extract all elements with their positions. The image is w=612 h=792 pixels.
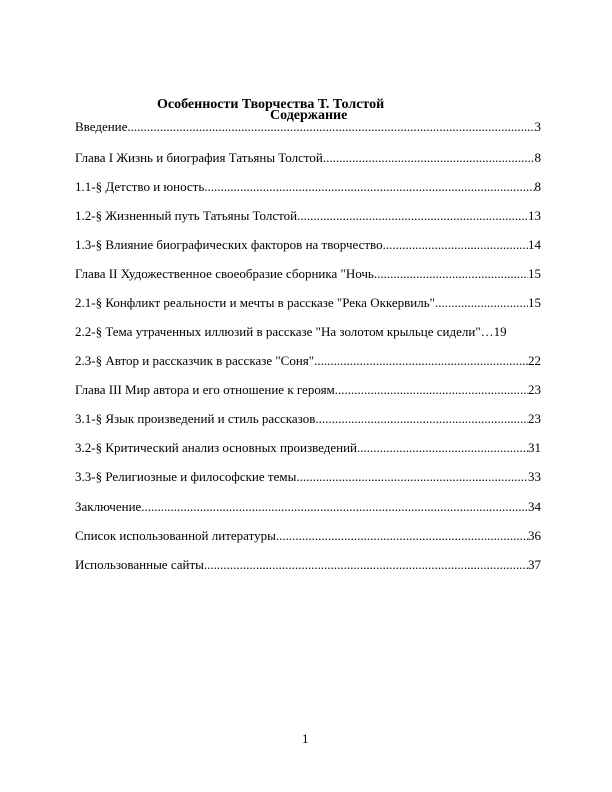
toc-page-number: 3 bbox=[534, 119, 541, 134]
toc-dot-leader bbox=[204, 557, 528, 573]
toc-entry-section-3-3 bbox=[75, 469, 541, 485]
toc-entry-introduction bbox=[75, 119, 541, 135]
toc-entry-chapter-2 bbox=[75, 266, 541, 282]
toc-entry-title: Глава II Художественное своеобразие сборника "Ночь bbox=[75, 266, 374, 281]
toc-entry-title: 3.3-§ Религиозные и философские темы bbox=[75, 469, 297, 484]
toc-dot-leader bbox=[435, 295, 528, 311]
toc-entry-section-2-3 bbox=[75, 353, 541, 369]
toc-entry-title: 3.1-§ Язык произведений и стиль рассказов bbox=[75, 411, 316, 426]
toc-entry-title: Глава III Мир автора и его отношение к героям bbox=[75, 382, 335, 397]
toc-entry-section-1-2 bbox=[75, 208, 541, 224]
toc-entry-title: 1.3-§ Влияние биографических факторов на творчество bbox=[75, 237, 383, 252]
toc-dot-leader bbox=[323, 150, 535, 166]
toc-entry-title: Использованные сайты bbox=[75, 557, 204, 572]
toc-page-number: 19 bbox=[493, 324, 507, 339]
toc-dot-leader bbox=[276, 528, 528, 544]
toc-entry-chapter-3 bbox=[75, 382, 541, 398]
toc-dot-leader bbox=[383, 237, 528, 253]
toc-entry-section-2-1 bbox=[75, 295, 541, 311]
toc-entry-title: 3.2-§ Критический анализ основных произведений bbox=[75, 440, 358, 455]
toc-entry-title: Заключение bbox=[75, 499, 142, 514]
toc-dot-leader bbox=[315, 411, 528, 427]
toc-entry-section-1-3 bbox=[75, 237, 541, 253]
toc-dot-leader bbox=[357, 440, 528, 456]
toc-entry-title: 2.1-§ Конфликт реальности и мечты в рассказе "Река Оккервиль" bbox=[75, 295, 435, 310]
toc-dot-leader bbox=[297, 208, 528, 224]
toc-page-number: 14 bbox=[528, 237, 541, 252]
toc-entry-conclusion bbox=[75, 499, 541, 515]
toc-entry-chapter-1 bbox=[75, 150, 541, 166]
toc-dot-leader bbox=[335, 382, 528, 398]
page-number: 1 bbox=[302, 731, 309, 746]
toc-page-number: 15 bbox=[528, 266, 541, 281]
toc-entry-title: 1.2-§ Жизненный путь Татьяны Толстой bbox=[75, 208, 298, 223]
toc-entry-title: Глава I Жизнь и биография Татьяны Толстой bbox=[75, 150, 323, 165]
toc-entry-bibliography bbox=[75, 528, 541, 544]
toc-entry-title: Список использованной литературы bbox=[75, 528, 276, 543]
toc-entry-title: 2.3-§ Автор и рассказчик в рассказе "Соня" bbox=[75, 353, 315, 368]
toc-entry-section-1-1 bbox=[75, 179, 541, 195]
toc-page-number: 15 bbox=[528, 295, 541, 310]
toc-dot-leader bbox=[374, 266, 528, 282]
toc-page-number: 8 bbox=[534, 150, 541, 165]
toc-page-number: 8 bbox=[534, 179, 541, 194]
toc-heading: Содержание bbox=[270, 108, 348, 123]
toc-page-number: 23 bbox=[528, 411, 541, 426]
toc-dot-leader bbox=[127, 119, 534, 135]
toc-page-number: 23 bbox=[528, 382, 541, 397]
toc-page-number: 37 bbox=[528, 557, 541, 572]
toc-entry-section-2-2 bbox=[75, 324, 541, 340]
toc-page-number: 34 bbox=[528, 499, 541, 514]
toc-page-number: 36 bbox=[528, 528, 541, 543]
toc-page-number: 33 bbox=[528, 469, 541, 484]
document-title: Особенности Творчества Т. Толстой bbox=[157, 97, 385, 112]
toc-dot-leader bbox=[314, 353, 528, 369]
toc-dot-leader bbox=[296, 469, 528, 485]
toc-page-number: 22 bbox=[528, 353, 541, 368]
toc-entry-title: 1.1-§ Детство и юность bbox=[75, 179, 205, 194]
toc-page-number: 13 bbox=[528, 208, 541, 223]
toc-dot-leader bbox=[481, 324, 494, 340]
toc-entry-section-3-1 bbox=[75, 411, 541, 427]
toc-entry-title: Введение bbox=[75, 119, 128, 134]
toc-dot-leader bbox=[204, 179, 534, 195]
toc-page-number: 31 bbox=[528, 440, 541, 455]
toc-entry-title: 2.2-§ Тема утраченных иллюзий в рассказе "На золотом крыльце сидели" bbox=[75, 324, 481, 339]
toc-entry-websites bbox=[75, 557, 541, 573]
toc-entry-section-3-2 bbox=[75, 440, 541, 456]
toc-dot-leader bbox=[141, 499, 528, 515]
